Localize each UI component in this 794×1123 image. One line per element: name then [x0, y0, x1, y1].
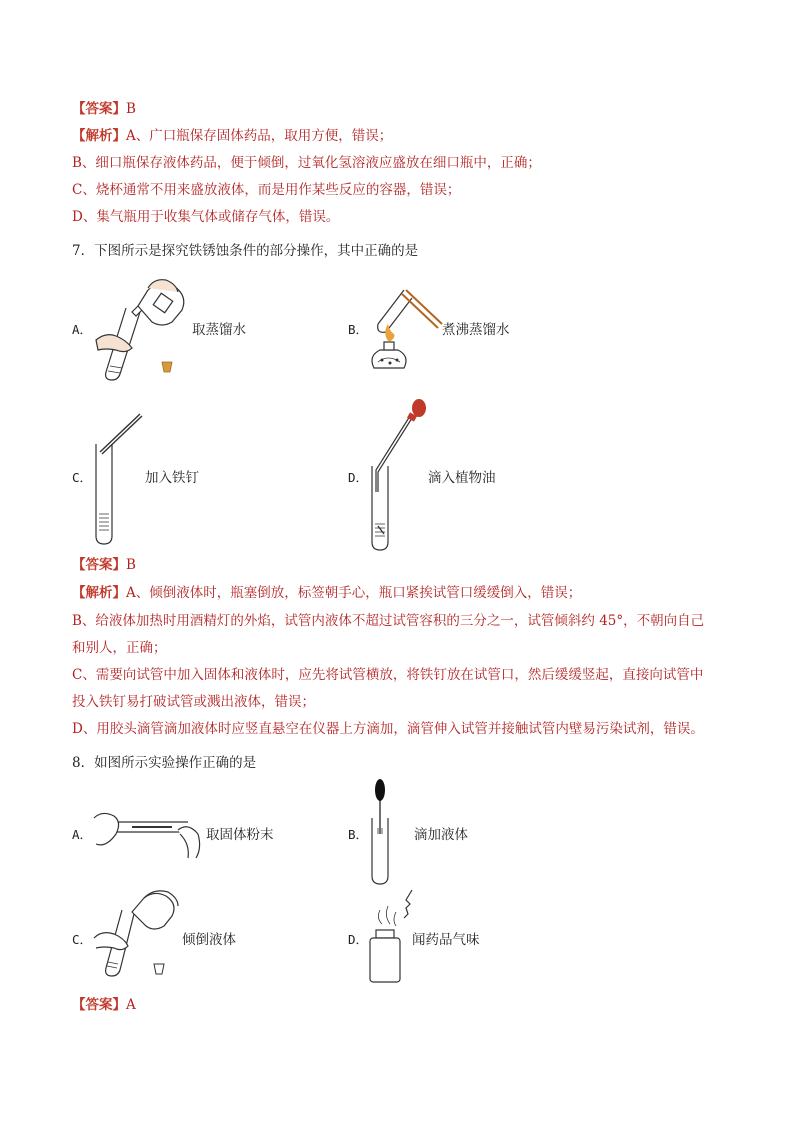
stopper-icon: [154, 964, 164, 974]
q7-option-c-letter: C．: [72, 470, 93, 485]
answer-tag: 【答案】: [72, 101, 126, 117]
q7-option-d-figure: [364, 396, 434, 552]
answer-value: B: [126, 557, 136, 573]
dropper-bulb-icon: [412, 399, 426, 417]
q7-option-d-caption: 滴入植物油: [428, 470, 496, 486]
answer-value: B: [126, 101, 136, 117]
q7-option-d-letter: D．: [348, 470, 369, 485]
q7-stem: 7．下图所示是探究铁锈蚀条件的部分操作，其中正确的是: [72, 243, 419, 259]
q7-option-c-caption: 加入铁钉: [145, 470, 199, 486]
dropper-bulb-icon: [375, 779, 385, 801]
q8-answer: [72, 996, 136, 1014]
q8-option-b-caption: 滴加液体: [414, 827, 468, 843]
q6-analysis-line-3: C、烧杯通常不用来盛放液体，而是用作某些反应的容器，错误；: [72, 182, 461, 198]
q8-option-d-figure: [366, 888, 418, 984]
q8-option-c-letter: C．: [72, 932, 93, 947]
q8-option-a-caption: 取固体粉末: [206, 827, 274, 843]
q8-option-a-figure: [92, 800, 204, 860]
q6-analysis-line-4: D、集气瓶用于收集气体或储存气体，错误。: [72, 209, 340, 225]
analysis-tag: 【解析】: [72, 128, 126, 144]
q8-stem: 8．如图所示实验操作正确的是: [72, 755, 257, 771]
analysis-text: A、倾倒液体时，瓶塞倒放，标签朝手心，瓶口紧挨试管口缓缓倒入，错误；: [126, 585, 582, 601]
q8-option-b-letter: B．: [348, 827, 369, 842]
q7-option-a-figure: [92, 276, 192, 386]
q7-analysis-line-3: 和别人，正确；: [72, 640, 167, 656]
q8-option-c-caption: 倾倒液体: [182, 932, 236, 948]
q8-option-a-letter: A．: [72, 827, 93, 842]
q8-option-b-figure: [366, 778, 406, 886]
q6-analysis-line-2: B、细口瓶保存液体药品，便于倾倒，过氧化氢溶液应盛放在细口瓶中，正确；: [72, 155, 541, 171]
q7-option-b-caption: 煮沸蒸馏水: [442, 322, 510, 338]
stopper-icon: [162, 362, 172, 372]
q6-answer: [72, 100, 136, 118]
q7-option-a-caption: 取蒸馏水: [192, 322, 246, 338]
q8-option-d-caption: 闻药品气味: [412, 932, 480, 948]
q7-analysis-line-2: B、给液体加热时用酒精灯的外焰，试管内液体不超过试管容积的三分之一，试管倾斜约 45°，不朝向自己: [72, 613, 705, 629]
analysis-tag: 【解析】: [72, 585, 126, 601]
answer-tag: 【答案】: [72, 557, 126, 573]
q7-analysis-line-6: D、用胶头滴管滴加液体时应竖直悬空在仪器上方滴加，滴管伸入试管并接触试管内壁易污染试剂，错误。: [72, 721, 704, 737]
answer-tag: 【答案】: [72, 997, 126, 1013]
q7-option-b-letter: B．: [348, 322, 369, 337]
q7-analysis-line-5: 投入铁钉易打破试管或溅出液体，错误；: [72, 694, 315, 710]
answer-value: A: [126, 997, 136, 1013]
q7-option-c-figure: [90, 410, 150, 546]
q7-option-a-letter: A．: [72, 322, 93, 337]
q7-answer: [72, 556, 136, 574]
q7-analysis-line-1: [72, 584, 581, 602]
q6-analysis-line-1: [72, 127, 392, 145]
q8-option-c-figure: [92, 890, 182, 980]
q8-option-d-letter: D．: [348, 932, 369, 947]
q7-analysis-line-4: C、需要向试管中加入固体和液体时，应先将试管横放，将铁钉放在试管口，然后缓缓竖起，直接向试管中: [72, 667, 704, 683]
analysis-text: A、广口瓶保存固体药品，取用方便，错误；: [126, 128, 393, 144]
